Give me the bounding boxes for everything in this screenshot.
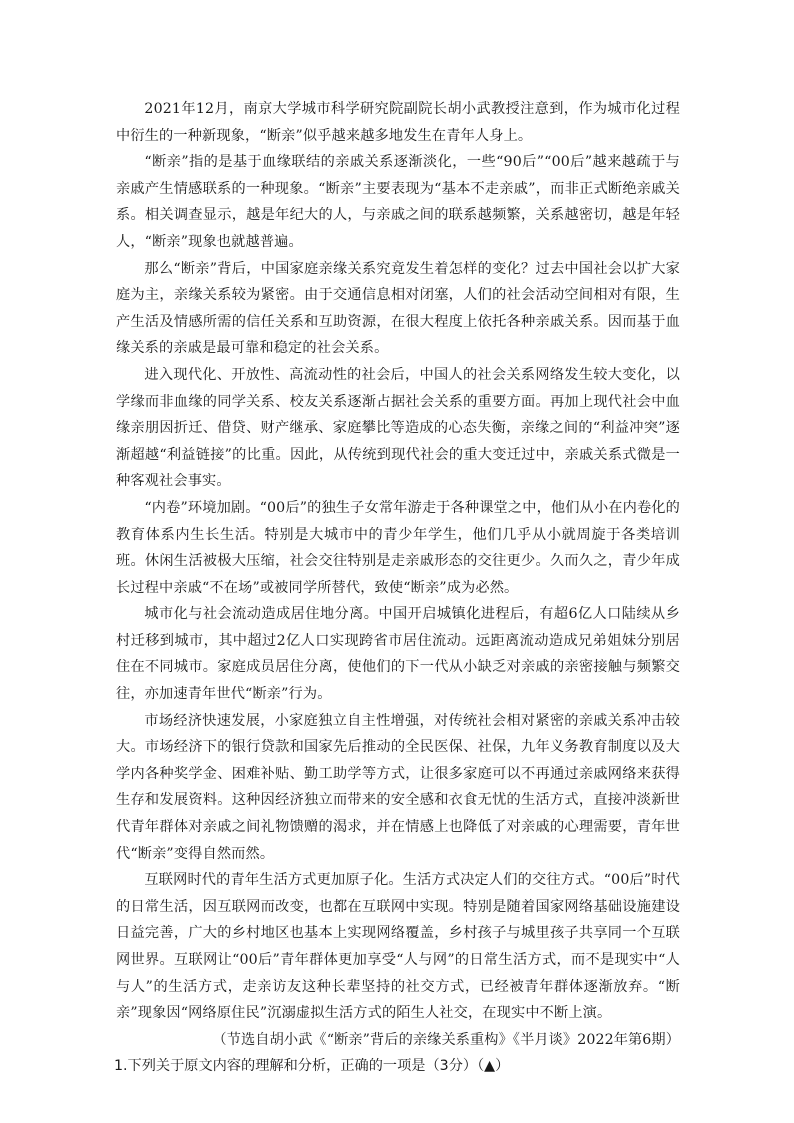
- article-paragraph-3: 那么“断亲”背后，中国家庭亲缘关系究竟发生着怎样的变化？过去中国社会以扩大家庭为主，亲缘关系较为紧密。由于交通信息相对闭塞，人们的社会活动空间相对有限，生产生活及情感所需的信任关系和互助资源，在很大程度上依托各种亲戚关系。因而基于血缘关系的亲戚是最可靠和稳定的社会关系。: [116, 260, 680, 357]
- article-paragraph-5: “内卷”环境加剧。“00后”的独生子女常年游走于各种课堂之中，他们从小在内卷化的教育体系内生长生活。特别是大城市中的青少年学生，他们几乎从小就周旋于各类培训班。休闲生活被极大压缩，社会交往特别是走亲戚形态的交往更少。久而久之，青少年成长过程中亲戚“不在场”或被同学所替代，致使“断亲”成为必然。: [116, 499, 680, 596]
- article-paragraph-2: “断亲”指的是基于血缘联结的亲戚关系逐渐淡化，一些“90后”“00后”越来越疏于与亲戚产生情感联系的一种现象。“断亲”主要表现为“基本不走亲戚”，而非正式断绝亲戚关系。相关调查显示，越是年纪大的人，与亲戚之间的联系越频繁，关系越密切，越是年轻人，“断亲”现象也就越普遍。: [116, 154, 680, 250]
- article-paragraph-6: 城市化与社会流动造成居住地分离。中国开启城镇化进程后，有超6亿人口陆续从乡村迁移到城市，其中超过2亿人口实现跨省市居住流动。远距离流动造成兄弟姐妹分别居住在不同城市。家庭成员居住分离，使他们的下一代从小缺乏对亲戚的亲密接触与频繁交往，亦加速青年世代“断亲”行为。: [116, 606, 680, 703]
- article-paragraph-1: 2021年12月，南京大学城市科学研究院副院长胡小武教授注意到，作为城市化过程中衍生的一种新现象，“断亲”似乎越来越多地发生在青年人身上。: [116, 101, 680, 144]
- article-paragraph-7: 市场经济快速发展，小家庭独立自主性增强，对传统社会相对紧密的亲戚关系冲击较大。市场经济下的银行贷款和国家先后推动的全民医保、社保，九年义务教育制度以及大学内各种奖学金、困难补贴、勤工助学等方式，让很多家庭可以不再通过亲戚网络来获得生存和发展资料。这种因经济独立而带来的安全感和衣食无忧的生活方式，直接冲淡新世代青年群体对亲戚之间礼物馈赠的渴求，并在情感上也降低了对亲戚的心理需要，青年世代“断亲”变得自然而然。: [116, 712, 680, 862]
- article-source-citation: （节选自胡小武《“断亲”背后的亲缘关系重构》《半月谈》2022年第6期）: [212, 1031, 680, 1048]
- question-1: 1.下列关于原文内容的理解和分析，正确的一项是（3分）（▲）: [114, 1058, 510, 1075]
- article-paragraph-4: 进入现代化、开放性、高流动性的社会后，中国人的社会关系网络发生较大变化，以学缘而非血缘的同学关系、校友关系逐渐占据社会关系的重要方面。再加上现代社会中血缘亲朋因折迁、借贷、财产继承、家庭攀比等造成的心态失衡，亲缘之间的“利益冲突”逐渐超越“利益链接”的比重。因此，从传统到现代社会的重大变迁过中，亲戚关系式微是一种客观社会事实。: [116, 366, 680, 490]
- document-page: [116, 96, 680, 1080]
- article-paragraph-8: 互联网时代的青年生活方式更加原子化。生活方式决定人们的交往方式。“00后”时代的日常生活，因互联网而改变，也都在互联网中实现。特别是随着国家网络基础设施建设日益完善，广大的乡村地区也基本上实现网络覆盖，乡村孩子与城里孩子共享同一个互联网世界。互联网让“00后”青年群体更加享受“人与网”的日常生活方式，而不是现实中“人与人”的生活方式，走亲访友这种长辈坚持的社交方式，已经被青年群体逐渐放弃。“断亲”现象因“网络原住民”沉溺虚拟生活方式的陌生人社交，在现实中不断上演。: [116, 872, 680, 1022]
